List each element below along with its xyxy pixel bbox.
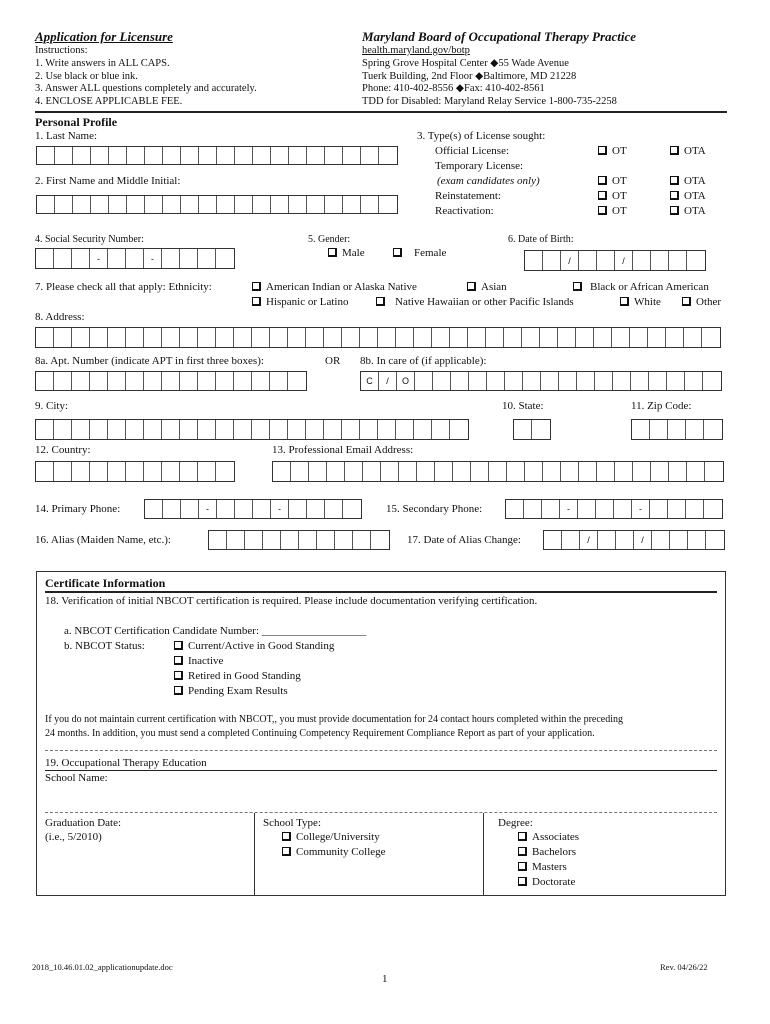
checkbox-icon <box>393 248 402 257</box>
dashed-divider <box>45 750 717 751</box>
apt-number-label: 8a. Apt. Number (indicate APT in first three boxes): <box>35 355 264 367</box>
alias-field[interactable] <box>208 530 390 550</box>
license-official-ot-checkbox[interactable]: OT <box>598 145 627 157</box>
instructions <box>35 45 257 109</box>
country-field[interactable] <box>35 461 235 482</box>
last-name-field[interactable] <box>36 146 398 165</box>
degree-doctorate-checkbox[interactable]: Doctorate <box>518 876 575 888</box>
secondary-phone-label: 15. Secondary Phone: <box>386 503 483 515</box>
license-reactivation-ota-checkbox[interactable]: OTA <box>670 205 706 217</box>
license-temporary-ot-checkbox[interactable]: OT <box>598 175 627 187</box>
instruction-item: 2. Use black or blue ink. <box>35 70 138 82</box>
care-of-field[interactable]: C / O <box>360 371 722 391</box>
ethnicity-native-hawaiian-checkbox[interactable]: Native Hawaiian or other Pacific Islands <box>376 296 574 308</box>
ethnicity-other-checkbox[interactable]: Other <box>682 296 721 308</box>
instruction-item: 3. Answer ALL questions completely and accurately. <box>35 83 257 95</box>
ethnicity-american-indian-checkbox[interactable]: American Indian or Alaska Native <box>252 281 417 293</box>
ssn-label: 4. Social Security Number: <box>35 234 144 245</box>
license-reactivation-ot-checkbox[interactable]: OT <box>598 205 627 217</box>
checkbox-icon <box>598 176 607 185</box>
ethnicity-asian-checkbox[interactable]: Asian <box>467 281 507 293</box>
ethnicity-hispanic-checkbox[interactable]: Hispanic or Latino <box>252 296 348 308</box>
license-reinstatement-label: Reinstatement: <box>435 190 501 202</box>
board-website-link[interactable]: health.maryland.gov/botp <box>362 45 470 56</box>
gender-label: 5. Gender: <box>308 234 351 245</box>
board-tdd: TDD for Disabled: Maryland Relay Service 1-800-735-2258 <box>362 96 617 108</box>
header-divider <box>35 111 727 113</box>
nbcot-verification-text: 18. Verification of initial NBCOT certification is required. Please include documentation verifying certification. <box>45 595 538 607</box>
email-label: 13. Professional Email Address: <box>272 444 414 456</box>
checkbox-icon <box>670 176 679 185</box>
ssn-field[interactable]: - - <box>35 248 235 269</box>
first-name-label: 2. First Name and Middle Initial: <box>35 175 181 187</box>
checkbox-icon <box>518 832 527 841</box>
checkbox-icon <box>282 847 291 856</box>
column-divider <box>254 813 255 895</box>
checkbox-icon <box>328 248 337 257</box>
checkbox-icon <box>518 847 527 856</box>
education-divider <box>45 770 717 771</box>
board-phone: Phone: 410-402-8556 ◆Fax: 410-402-8561 <box>362 83 545 95</box>
address-label: 8. Address: <box>35 311 85 323</box>
first-name-field[interactable] <box>36 195 398 214</box>
address-field[interactable] <box>35 327 721 348</box>
primary-phone-field[interactable]: - - <box>144 499 362 519</box>
certification-notice-line2: 24 months. In addition, you must send a completed Continuing Competency Requirement Compliance Report as part of your application. <box>45 728 595 739</box>
school-type-college-checkbox[interactable]: College/University <box>282 831 380 843</box>
school-name-line[interactable] <box>45 812 717 813</box>
certificate-title: Certificate Information <box>45 576 166 590</box>
nbcot-status-current-checkbox[interactable]: Current/Active in Good Standing <box>174 640 334 652</box>
graduation-date-label: Graduation Date: <box>45 817 122 829</box>
page-number: 1 <box>382 973 388 985</box>
license-reactivation-label: Reactivation: <box>435 205 494 217</box>
checkbox-icon <box>174 656 183 665</box>
state-label: 10. State: <box>502 400 544 412</box>
checkbox-icon <box>174 641 183 650</box>
graduation-date-hint: (i.e., 5/2010) <box>45 831 102 843</box>
checkbox-icon <box>598 206 607 215</box>
gender-male-checkbox[interactable]: Male <box>328 247 365 259</box>
instructions-label: Instructions: <box>35 45 88 56</box>
apt-number-field[interactable] <box>35 371 307 391</box>
board-address-line2: Tuerk Building, 2nd Floor ◆Baltimore, MD 21228 <box>362 70 577 82</box>
state-field[interactable] <box>513 419 551 440</box>
checkbox-icon <box>518 862 527 871</box>
alias-date-label: 17. Date of Alias Change: <box>407 534 521 546</box>
form-title: Application for Licensure <box>35 29 173 44</box>
instruction-item: 4. ENCLOSE APPLICABLE FEE. <box>35 96 183 108</box>
checkbox-icon <box>174 686 183 695</box>
nbcot-status-inactive-checkbox[interactable]: Inactive <box>174 655 223 667</box>
certificate-divider <box>45 591 717 593</box>
checkbox-icon <box>376 297 385 306</box>
license-temporary-ota-checkbox[interactable]: OTA <box>670 175 706 187</box>
license-temporary-label: Temporary License: <box>435 160 524 172</box>
license-reinstatement-ota-checkbox[interactable]: OTA <box>670 190 706 202</box>
dob-label: 6. Date of Birth: <box>508 234 574 245</box>
secondary-phone-field[interactable]: - - <box>505 499 723 519</box>
footer-revision: Rev. 04/26/22 <box>660 962 708 972</box>
license-official-ota-checkbox[interactable]: OTA <box>670 145 706 157</box>
checkbox-icon <box>598 146 607 155</box>
checkbox-icon <box>252 282 261 291</box>
ethnicity-white-checkbox[interactable]: White <box>620 296 661 308</box>
care-of-label: 8b. In care of (if applicable): <box>360 355 487 367</box>
dob-field[interactable]: / / <box>524 250 706 271</box>
gender-female-checkbox[interactable]: Female <box>393 247 446 259</box>
ethnicity-black-checkbox[interactable]: Black or African American <box>573 281 709 293</box>
checkbox-icon <box>252 297 261 306</box>
checkbox-icon <box>620 297 629 306</box>
license-reinstatement-ot-checkbox[interactable]: OT <box>598 190 627 202</box>
email-field[interactable] <box>272 461 724 482</box>
license-type-label: 3. Type(s) of License sought: <box>417 130 546 142</box>
checkbox-icon <box>282 832 291 841</box>
degree-bachelors-checkbox[interactable]: Bachelors <box>518 846 576 858</box>
checkbox-icon <box>573 282 582 291</box>
primary-phone-label: 14. Primary Phone: <box>35 503 121 515</box>
footer-filename: 2018_10.46.01.02_applicationupdate.doc <box>32 962 173 972</box>
school-name-label: School Name: <box>45 772 108 784</box>
checkbox-icon <box>670 146 679 155</box>
nbcot-status-pending-checkbox[interactable]: Pending Exam Results <box>174 685 288 697</box>
city-label: 9. City: <box>35 400 69 412</box>
board-name: Maryland Board of Occupational Therapy Practice <box>362 29 637 44</box>
degree-masters-checkbox[interactable]: Masters <box>518 861 567 873</box>
country-label: 12. Country: <box>35 444 91 456</box>
board-contact <box>362 45 617 109</box>
checkbox-icon <box>670 206 679 215</box>
alias-label: 16. Alias (Maiden Name, etc.): <box>35 534 171 546</box>
nbcot-status-retired-checkbox[interactable]: Retired in Good Standing <box>174 670 301 682</box>
school-type-community-checkbox[interactable]: Community College <box>282 846 386 858</box>
degree-associates-checkbox[interactable]: Associates <box>518 831 579 843</box>
last-name-label: 1. Last Name: <box>35 130 98 142</box>
checkbox-icon <box>682 297 691 306</box>
checkbox-icon <box>670 191 679 200</box>
nbcot-status-label: b. NBCOT Status: <box>64 640 145 652</box>
column-divider <box>483 813 484 895</box>
board-address-line1: Spring Grove Hospital Center ◆55 Wade Avenue <box>362 57 569 69</box>
city-field[interactable] <box>35 419 469 440</box>
zip-field[interactable] <box>631 419 723 440</box>
degree-label: Degree: <box>498 817 533 829</box>
certification-notice-line1: If you do not maintain current certification with NBCOT,, you must provide documentation for 24 contact hours completed within the preceding <box>45 714 624 725</box>
checkbox-icon <box>174 671 183 680</box>
ot-education-title: 19. Occupational Therapy Education <box>45 757 207 769</box>
alias-date-field[interactable]: / / <box>543 530 725 550</box>
personal-profile-title: Personal Profile <box>35 115 118 129</box>
nbcot-candidate-number-label[interactable]: a. NBCOT Certification Candidate Number: ___________________ <box>64 625 367 637</box>
school-type-label: School Type: <box>263 817 321 829</box>
license-temporary-note: (exam candidates only) <box>437 175 540 187</box>
instruction-item: 1. Write answers in ALL CAPS. <box>35 57 170 69</box>
zip-label: 11. Zip Code: <box>631 400 692 412</box>
or-label: OR <box>325 355 341 367</box>
checkbox-icon <box>518 877 527 886</box>
checkbox-icon <box>467 282 476 291</box>
ethnicity-label: 7. Please check all that apply: Ethnicity: <box>35 281 212 293</box>
checkbox-icon <box>598 191 607 200</box>
license-official-label: Official License: <box>435 145 510 157</box>
